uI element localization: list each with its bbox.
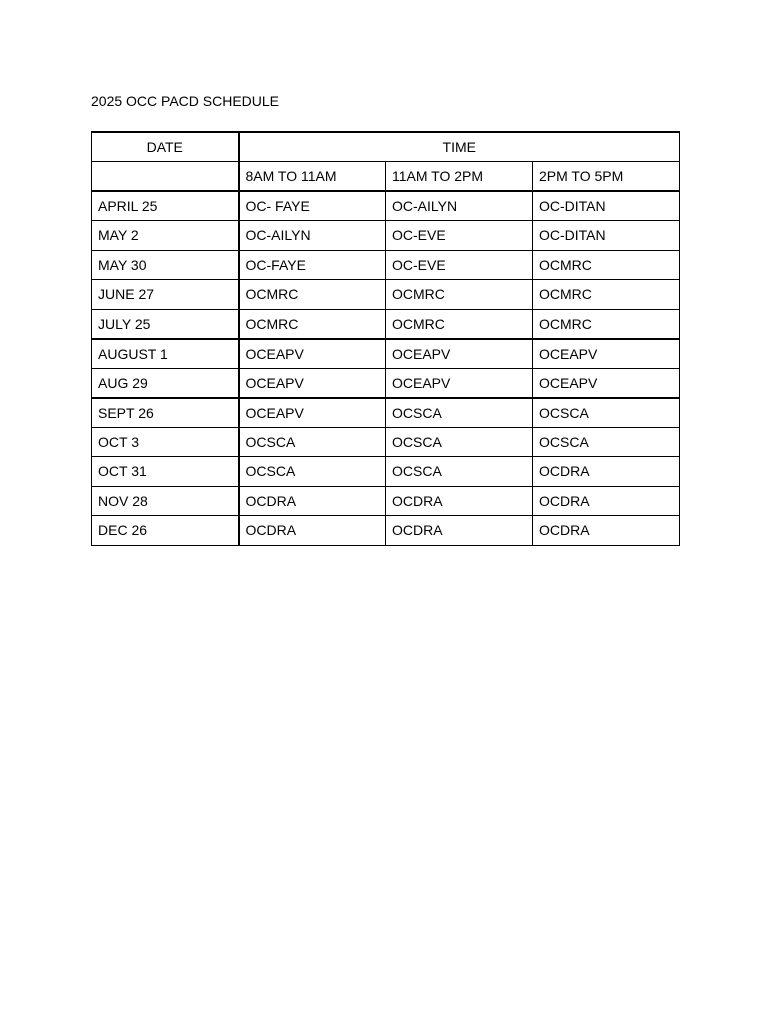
schedule-cell: OCDRA bbox=[386, 516, 533, 546]
schedule-cell: OCSCA bbox=[533, 427, 680, 457]
header-row bbox=[92, 132, 680, 162]
date-cell: JULY 25 bbox=[92, 309, 239, 339]
schedule-cell: OCMRC bbox=[239, 309, 386, 339]
schedule-cell: OC-AILYN bbox=[239, 221, 386, 251]
table-row bbox=[92, 368, 680, 398]
schedule-cell: OCSCA bbox=[533, 398, 680, 428]
table-row bbox=[92, 486, 680, 516]
table-row bbox=[92, 339, 680, 369]
schedule-cell: OCEAPV bbox=[239, 398, 386, 428]
schedule-cell: OC-DITAN bbox=[533, 191, 680, 221]
schedule-cell: OC-DITAN bbox=[533, 221, 680, 251]
slot-header: 11AM TO 2PM bbox=[386, 162, 533, 192]
date-cell: MAY 30 bbox=[92, 250, 239, 280]
date-cell: JUNE 27 bbox=[92, 280, 239, 310]
schedule-cell: OC- FAYE bbox=[239, 191, 386, 221]
schedule-cell: OCEAPV bbox=[533, 368, 680, 398]
date-cell: AUGUST 1 bbox=[92, 339, 239, 369]
schedule-cell: OCDRA bbox=[239, 516, 386, 546]
schedule-cell: OCMRC bbox=[533, 309, 680, 339]
slot-header: 8AM TO 11AM bbox=[239, 162, 386, 192]
schedule-cell: OCEAPV bbox=[239, 339, 386, 369]
schedule-cell: OCDRA bbox=[533, 457, 680, 487]
schedule-cell: OCMRC bbox=[533, 250, 680, 280]
date-cell: OCT 31 bbox=[92, 457, 239, 487]
schedule-cell: OC-FAYE bbox=[239, 250, 386, 280]
table-row bbox=[92, 398, 680, 428]
table-row bbox=[92, 280, 680, 310]
schedule-table bbox=[91, 131, 680, 546]
table-row bbox=[92, 221, 680, 251]
schedule-cell: OCEAPV bbox=[239, 368, 386, 398]
date-cell: AUG 29 bbox=[92, 368, 239, 398]
schedule-cell: OCEAPV bbox=[386, 339, 533, 369]
table-row bbox=[92, 427, 680, 457]
date-cell: APRIL 25 bbox=[92, 191, 239, 221]
document-title: 2025 OCC PACD SCHEDULE bbox=[91, 93, 280, 109]
table-row bbox=[92, 516, 680, 546]
schedule-cell: OCMRC bbox=[533, 280, 680, 310]
schedule-cell: OCEAPV bbox=[386, 368, 533, 398]
schedule-cell: OCSCA bbox=[239, 427, 386, 457]
table-row bbox=[92, 309, 680, 339]
table-row bbox=[92, 457, 680, 487]
slot-header: 2PM TO 5PM bbox=[533, 162, 680, 192]
schedule-cell: OC-AILYN bbox=[386, 191, 533, 221]
schedule-cell: OCDRA bbox=[386, 486, 533, 516]
date-cell: MAY 2 bbox=[92, 221, 239, 251]
table-row bbox=[92, 191, 680, 221]
schedule-cell: OCDRA bbox=[533, 486, 680, 516]
schedule-cell: OCSCA bbox=[239, 457, 386, 487]
slot-header-row bbox=[92, 162, 680, 192]
schedule-cell: OCSCA bbox=[386, 398, 533, 428]
table-row bbox=[92, 250, 680, 280]
schedule-cell: OCDRA bbox=[239, 486, 386, 516]
date-cell: SEPT 26 bbox=[92, 398, 239, 428]
schedule-cell: OCSCA bbox=[386, 427, 533, 457]
schedule-cell: OC-EVE bbox=[386, 221, 533, 251]
schedule-cell: OCDRA bbox=[533, 516, 680, 546]
schedule-cell: OCMRC bbox=[239, 280, 386, 310]
schedule-cell: OCMRC bbox=[386, 309, 533, 339]
schedule-cell: OCEAPV bbox=[533, 339, 680, 369]
date-cell: NOV 28 bbox=[92, 486, 239, 516]
schedule-cell: OCSCA bbox=[386, 457, 533, 487]
date-header: DATE bbox=[92, 132, 239, 162]
time-header: TIME bbox=[239, 132, 680, 162]
schedule-cell: OCMRC bbox=[386, 280, 533, 310]
schedule-cell: OC-EVE bbox=[386, 250, 533, 280]
empty-header-cell bbox=[92, 162, 239, 192]
date-cell: OCT 3 bbox=[92, 427, 239, 457]
date-cell: DEC 26 bbox=[92, 516, 239, 546]
